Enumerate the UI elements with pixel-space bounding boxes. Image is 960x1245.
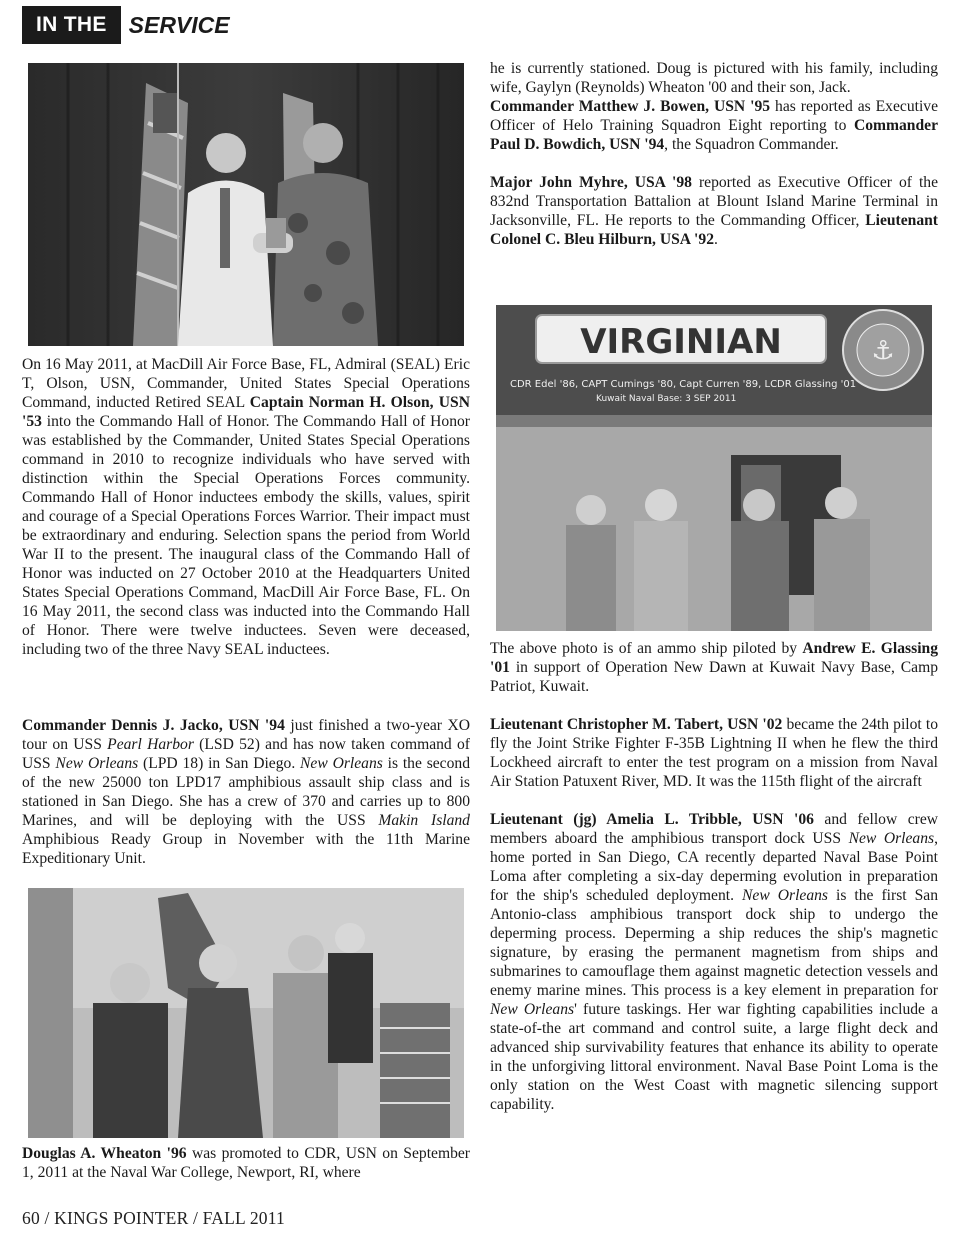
bowen-paragraph bbox=[490, 97, 938, 154]
tribble-text-4: ' future taskings. Her war fighting capabilities include a state-of-the art command and control suite, a large flight deck and advanced ship survivability features that enhance its ability to operate in the unforgiving littoral environment. Naval Base Point Loma is the only station on the West Coast with magnetic silencing support capability. bbox=[490, 1001, 939, 1113]
wheaton-paragraph bbox=[22, 1144, 470, 1182]
section-header bbox=[22, 6, 230, 44]
page-footer: 60 / KINGS POINTER / FALL 2011 bbox=[22, 1208, 285, 1228]
right-column-top bbox=[490, 59, 938, 249]
tabert-paragraph bbox=[490, 715, 938, 791]
olson-ceremony-photo-art bbox=[28, 63, 464, 346]
wheaton-family-photo bbox=[28, 888, 464, 1138]
bowen-text-2: , the Squadron Commander. bbox=[664, 136, 839, 153]
wheaton-continued: he is currently stationed. Doug is pictured with his family, including wife, Gaylyn (Reynolds) Wheaton '00 and their son, Jack. bbox=[490, 60, 938, 96]
olson-article bbox=[22, 355, 470, 659]
tribble-text-2: , home ported in San Diego, CA recently departed Naval Base Point Loma after completing a six-day deperming evolution in preparation for the ship's scheduled deployment. bbox=[490, 830, 938, 904]
virginian-caption-line1: CDR Edel '86, CAPT Cumings '80, Capt Curren '89, LCDR Glassing '01 bbox=[510, 379, 857, 390]
glassing-text-1: The above photo is of an ammo ship piloted by bbox=[490, 640, 803, 657]
jacko-paragraph bbox=[22, 716, 470, 868]
virginian-crew-photo-art bbox=[496, 305, 932, 631]
tribble-text-3: is the first San Antonio-class amphibious transport dock ship to undergo the deperming process. Deperming a ship reduces the ship's magnetic signature, by erasing the permanent magnetism from ships and submarines to camouflage them against magnetic detection vessels and enemy marine mines. This process is a key element in preparation for bbox=[490, 887, 938, 999]
jacko-text-1: just finished a two-year XO tour on USS bbox=[22, 717, 470, 753]
bowdich-name: Commander Paul D. Bowdich, USN '94 bbox=[490, 117, 938, 153]
olson-text-2: into the Commando Hall of Honor. The Commando Hall of Honor was established by the Commander, United States Special Operations command in 2010 to recognize individuals who have served with distinction within the Special Operations Forces community. Commando Hall of Honor inductees embody the skills, values, spirit and courage of a Special Operations Forces Warrior. Their impact must be extraordinary and enduring. Selection spans the period from World War II to the present. The inaugural class of the Commando Hall of Honor was inducted on 27 October 2010 at the Headquarters United States Special Operations Command, MacDill Air Force Base, FL. On 16 May 2011, the second class was inducted into the Commando Hall of Honor. There were twelve inductees. Seven were deceased, including two of the three Navy SEAL inductees. bbox=[22, 413, 470, 658]
jacko-article bbox=[22, 716, 470, 868]
olson-ceremony-photo bbox=[28, 63, 464, 346]
jacko-text-3: (LPD 18) in San Diego. bbox=[138, 755, 301, 772]
myhre-text-1: reported as Executive Officer of the 832nd Transportation Battalion at Blount Island Marine Terminal in Jacksonville, FL. He reports to the Commanding Officer, bbox=[490, 174, 938, 229]
glassing-paragraph bbox=[490, 639, 938, 696]
olson-name: Captain Norman H. Olson, USN '53 bbox=[22, 394, 470, 430]
virginian-sign-text: VIRGINIAN bbox=[580, 322, 782, 362]
jacko-text-4: is the second of the new 25000 ton LPD17 amphibious assault ship class and is stationed in San Diego. She has a crew of 370 and carries up to 800 Marines, and will be deploying with the USS bbox=[22, 755, 470, 829]
section-header-label: IN THE bbox=[22, 6, 121, 44]
tribble-ship-1: New Orleans bbox=[848, 830, 935, 847]
right-column-bottom bbox=[490, 639, 938, 1114]
virginian-crew-photo bbox=[496, 305, 932, 631]
tribble-ship-2: New Orleans bbox=[742, 887, 828, 904]
glassing-text-2: in support of Operation New Dawn at Kuwait Navy Base, Camp Patriot, Kuwait. bbox=[490, 659, 938, 695]
wheaton-family-photo-art bbox=[28, 888, 464, 1138]
jacko-text-5: Amphibious Ready Group in November with the 11th Marine Expeditionary Unit. bbox=[22, 831, 470, 867]
jacko-ship-3: New Orleans bbox=[300, 755, 383, 772]
section-header-subtitle: SERVICE bbox=[128, 11, 230, 38]
jacko-text-2: (LSD 52) and has now taken command of USS bbox=[22, 736, 470, 772]
hilburn-name: Lieutenant Colonel C. Bleu Hilburn, USA '92 bbox=[490, 212, 938, 248]
bowen-name: Commander Matthew J. Bowen, USN '95 bbox=[490, 98, 771, 115]
olson-paragraph bbox=[22, 355, 470, 659]
tribble-paragraph bbox=[490, 810, 938, 1114]
wheaton-text-1: was promoted to CDR, USN on September 1, 2011 at the Naval War College, Newport, RI, where bbox=[22, 1145, 470, 1181]
tribble-text-1: and fellow crew members aboard the amphibious transport dock USS bbox=[490, 811, 938, 847]
jacko-ship-2: New Orleans bbox=[55, 755, 139, 772]
olson-text-1: On 16 May 2011, at MacDill Air Force Base, FL, Admiral (SEAL) Eric T, Olson, USN, Commander, United States Special Operations Command, inducted Retired SEAL bbox=[22, 356, 470, 411]
myhre-text-2: . bbox=[714, 231, 718, 248]
virginian-caption-line2: Kuwait Naval Base: 3 SEP 2011 bbox=[596, 394, 737, 404]
jacko-name: Commander Dennis J. Jacko, USN '94 bbox=[22, 717, 285, 734]
jacko-ship-1: Pearl Harbor bbox=[107, 736, 194, 753]
jacko-ship-4: Makin Island bbox=[378, 812, 470, 829]
tribble-ship-3: New Orleans bbox=[490, 1001, 575, 1018]
tabert-text-1: became the 24th pilot to fly the Joint Strike Fighter F-35B Lightning II when he flew the third Lockheed aircraft to enter the test program on a mission from Naval Air Station Patuxent River, MD. It was the 115th flight of the aircraft bbox=[490, 716, 938, 790]
tribble-name: Lieutenant (jg) Amelia L. Tribble, USN '06 bbox=[490, 811, 814, 828]
wheaton-name: Douglas A. Wheaton '96 bbox=[22, 1145, 187, 1162]
myhre-name: Major John Myhre, USA '98 bbox=[490, 174, 692, 191]
svg-text:⚓: ⚓ bbox=[871, 336, 895, 366]
myhre-paragraph bbox=[490, 173, 938, 249]
bowen-text-1: has reported as Executive Officer of Helo Training Squadron Eight reporting to bbox=[490, 98, 938, 134]
wheaton-article bbox=[22, 1144, 470, 1182]
tabert-name: Lieutenant Christopher M. Tabert, USN '02 bbox=[490, 716, 783, 733]
glassing-name: Andrew E. Glassing '01 bbox=[490, 640, 938, 676]
